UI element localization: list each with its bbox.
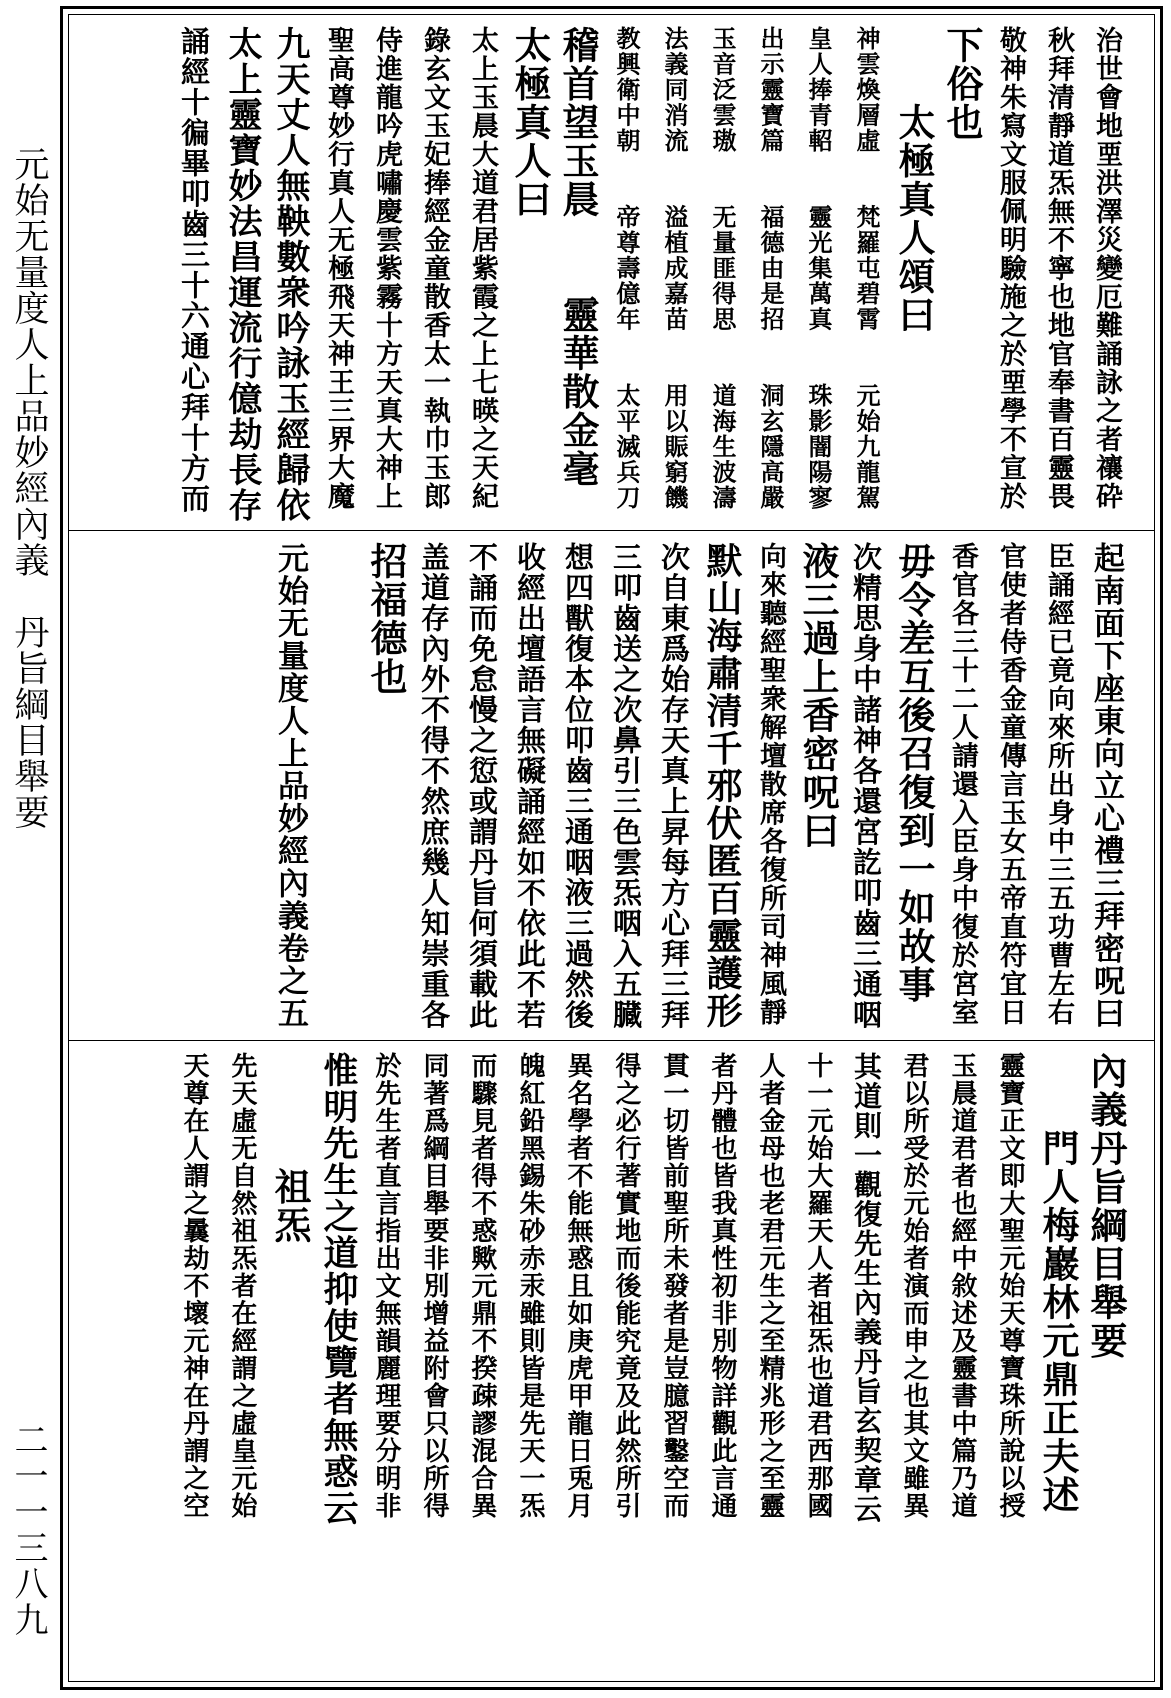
- text-column: 人者金母也老君元生之至精兆形之至靈: [755, 1052, 785, 1520]
- text-column: 液三過上香密呪曰: [796, 542, 840, 850]
- text-column: 招福德也: [364, 542, 408, 696]
- text-column: 誦經十徧畢叩齒三十六通心拜十方而: [177, 26, 211, 514]
- text-column: 太極真人曰: [508, 26, 552, 219]
- text-column: 下俗也: [940, 26, 984, 142]
- text-panel-middle: [120, 542, 1130, 1036]
- text-column: 得之必行著實地而後能究竟及此然所引: [611, 1052, 641, 1520]
- text-column: 太上玉晨大道君居紫霞之上七暎之天紀: [467, 26, 498, 511]
- column-group: [120, 542, 1130, 1036]
- text-column: 官使者侍香金童傳言玉女五帝直符宜日: [995, 542, 1026, 1027]
- text-column: 向來聽經聖衆解壇散席各復所司神風靜: [755, 542, 786, 1027]
- text-column: 神雲煥層虛 梵羅屯碧霄 元始九龍駕: [852, 26, 881, 511]
- text-column: 收經出壇語言無礙誦經如不依此不若: [513, 542, 547, 1030]
- text-column: 於先生者直言指出文無韻麗理要分明非: [371, 1052, 401, 1520]
- text-column: 惟明先生之道抑使覽者無惑云: [318, 1052, 359, 1527]
- text-column: 元始无量度人上品妙經內義卷之五: [272, 542, 308, 1030]
- text-column: 出示靈寶篇 福德由是招 洞玄隱高嚴: [756, 26, 785, 511]
- text-column: 太上靈寶妙法昌運流行億劫長存: [222, 26, 262, 523]
- text-column: 祖炁: [268, 1052, 312, 1245]
- text-column: 法義同消流 溢植成嘉苗 用以賑窮饑: [660, 26, 689, 511]
- margin-book-title: 元始无量度人上品妙經內義 丹旨綱目舉要: [9, 146, 49, 830]
- text-column: 魄紅鉛黑錫朱砂赤汞雖則皆是先天一炁: [515, 1052, 545, 1520]
- text-column: 門人梅巖林元鼎正夫述: [1036, 1052, 1080, 1514]
- text-column: 不誦而免怠慢之愆或謂丹旨何須載此: [465, 542, 499, 1030]
- text-column: 太極真人頌曰: [892, 26, 936, 334]
- text-column: 三叩齒送之次鼻引三色雲炁咽入五臓: [609, 542, 643, 1030]
- text-column: 默山海肅清千邪伏匿百靈護形: [701, 542, 743, 1030]
- text-column: 香官各三十二人請還入臣身中復於宮室: [947, 542, 978, 1027]
- text-column: 臣誦經已竟向來所出身中三五功曹左右: [1043, 542, 1074, 1027]
- text-column: 先天虛无自然祖炁者在經謂之虛皇元始: [227, 1052, 257, 1520]
- text-column: 次自東爲始存天真上昇每方心拜三拜: [657, 542, 691, 1030]
- text-panel-upper: [120, 26, 1130, 526]
- text-column: 聖高尊妙行真人无極飛天神王三界大魔: [323, 26, 354, 511]
- text-column: 毋令差互後召復到一如故事: [892, 542, 936, 1004]
- margin-page-number: 二一一三八九: [8, 1422, 48, 1638]
- text-column: 十一元始大羅天人者祖炁也道君西那國: [803, 1052, 833, 1520]
- text-column: 皇人捧青軺 靈光集萬真 珠影闇陽寥: [804, 26, 833, 511]
- column-group: [120, 26, 1130, 526]
- text-column: 敬神朱寫文服佩明驗施之於垔學不宣於: [995, 26, 1026, 511]
- text-column: 次精思身中諸神各還宮訖叩齒三通咽: [849, 542, 883, 1030]
- text-column: 同著爲綱目舉要非別增益附會只以所得: [419, 1052, 449, 1520]
- text-column: 稽首望玉晨 靈華散金毫: [556, 26, 600, 488]
- text-column: 其道則一觀復先生內義丹旨玄契章云: [850, 1052, 883, 1524]
- text-panel-lower: [120, 1052, 1130, 1536]
- text-column: 起南面下座東向立心禮三拜密呪曰: [1088, 542, 1124, 1030]
- column-group: [120, 1052, 1130, 1536]
- text-column: 教興衛中朝 帝尊壽億年 太平滅兵刀: [612, 26, 641, 511]
- text-column: 者丹體也皆我真性初非別物詳觀此言通: [707, 1052, 737, 1520]
- text-column: 內義丹旨綱目舉要: [1084, 1052, 1128, 1360]
- text-column: 異名學者不能無惑且如庚虎甲龍日兎月: [563, 1052, 593, 1520]
- text-column: 君以所受於元始者演而申之也其文雖異: [899, 1052, 929, 1520]
- text-column: 侍進龍吟虎嘯慶雲紫霧十方天真大神上: [371, 26, 402, 511]
- text-column: 想四獸復本位叩齒三通咽液三過然後: [561, 542, 595, 1030]
- text-column: 而驟見者得不惑歟元鼎不揆疎謬混合異: [467, 1052, 497, 1520]
- text-column: 玉晨道君者也經中敘述及靈書中篇乃道: [947, 1052, 977, 1520]
- text-column: 貫一切皆前聖所未發者是豈臆習鑿空而: [659, 1052, 689, 1520]
- text-column: 秋拜清靜道炁無不寧也地官奉書百靈畏: [1043, 26, 1074, 511]
- text-column: 九天丈人無鞅數衆吟詠玉經歸依: [270, 26, 310, 523]
- panel-divider-top: [68, 530, 1155, 531]
- text-column: 玉音泛雲璈 无量匪得思 道海生波濤: [708, 26, 737, 511]
- text-column: 治世會地垔洪澤災變厄難誦詠之者禳砕: [1091, 26, 1122, 511]
- text-column: 盖道存內外不得不然庶幾人知崇重各: [417, 542, 451, 1030]
- text-column: 天尊在人謂之曩劫不壞元神在丹謂之空: [179, 1052, 209, 1520]
- panel-divider-bottom: [68, 1040, 1155, 1041]
- text-column: 靈寶正文即大聖元始天尊寶珠所說以授: [995, 1052, 1025, 1520]
- text-column: 錄玄文玉妃捧經金童散香太一執巾玉郎: [419, 26, 450, 511]
